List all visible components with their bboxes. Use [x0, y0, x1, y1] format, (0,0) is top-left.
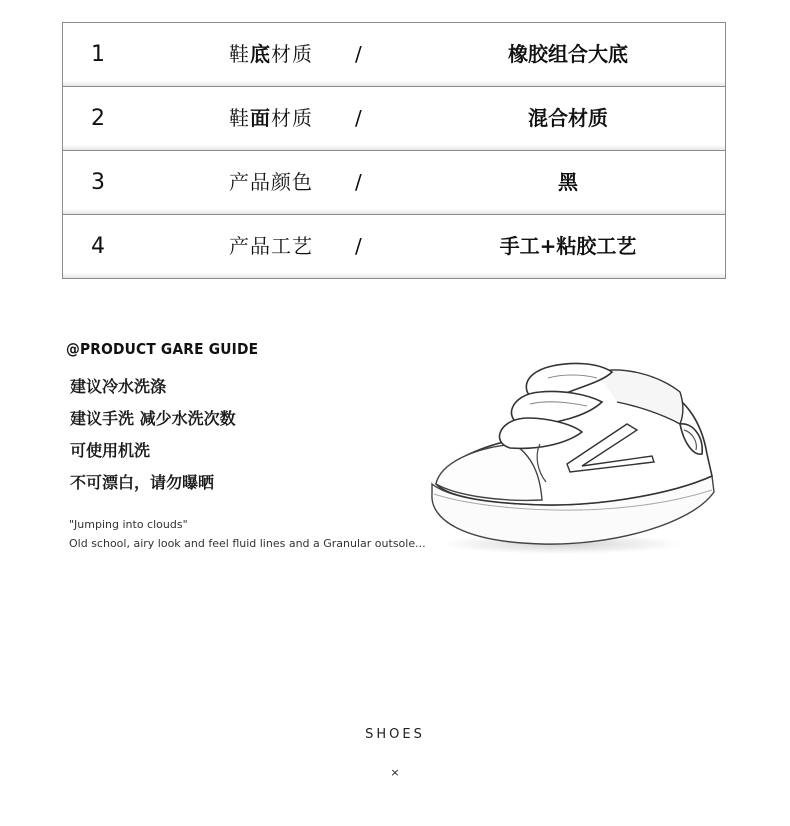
care-guide-title: @PRODUCT GARE GUIDE: [66, 340, 259, 358]
spec-row: [62, 150, 726, 214]
row-value: 混合材质: [528, 106, 608, 130]
footer-close-mark: ×: [390, 766, 400, 779]
care-item: 可使用机洗: [70, 441, 151, 460]
spec-row: [62, 214, 726, 279]
care-item: 不可漂白，请勿曝晒: [70, 473, 215, 492]
row-number: 1: [91, 42, 105, 67]
row-number: 4: [91, 234, 105, 259]
row-label: 鞋底材质: [229, 42, 313, 66]
care-guide-list: [70, 374, 236, 502]
footer-shoes-label: SHOES: [365, 727, 425, 742]
care-item: 建议冷水洗涤: [70, 377, 167, 396]
row-label: 产品颜色: [229, 170, 313, 194]
spec-row: [62, 22, 726, 86]
row-separator: /: [355, 42, 362, 66]
spec-table: [62, 22, 726, 279]
sneaker-sketch-icon: [422, 344, 722, 560]
row-separator: /: [355, 234, 362, 258]
spec-row: [62, 86, 726, 150]
row-label: 鞋面材质: [229, 106, 313, 130]
tagline-quote: "Jumping into clouds": [69, 518, 188, 531]
row-number: 2: [91, 106, 105, 131]
row-value: 橡胶组合大底: [508, 42, 628, 66]
product-description: Old school, airy look and feel fluid lines and a Granular outsole...: [69, 537, 426, 550]
row-number: 3: [91, 170, 105, 195]
care-item: 建议手洗 减少水洗次数: [70, 409, 236, 428]
row-label: 产品工艺: [229, 234, 313, 258]
row-shadow: [63, 273, 725, 278]
row-value: 手工+粘胶工艺: [499, 234, 637, 258]
row-separator: /: [355, 170, 362, 194]
row-separator: /: [355, 106, 362, 130]
row-value: 黑: [558, 170, 578, 194]
